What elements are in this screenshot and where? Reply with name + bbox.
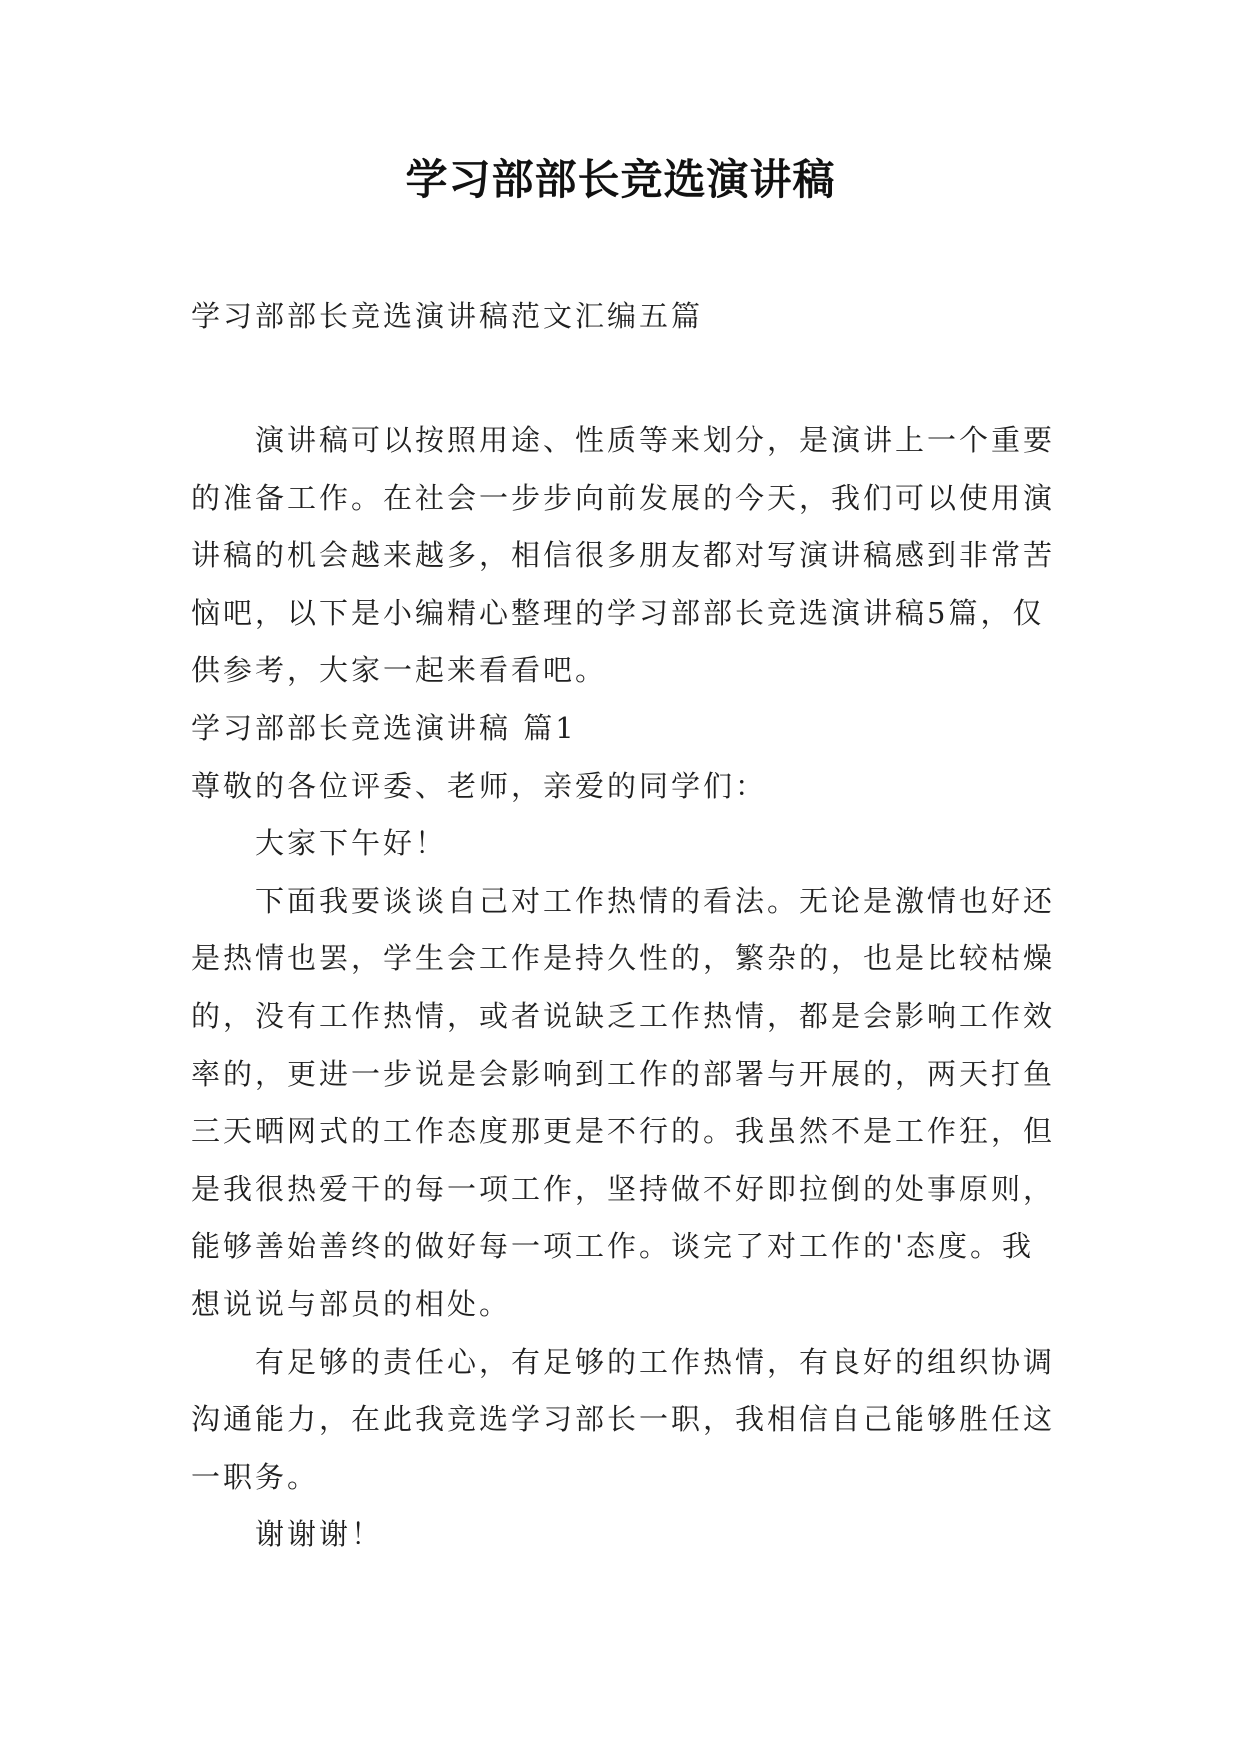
salutation: 尊敬的各位评委、老师，亲爱的同学们： [191,768,768,803]
intro-paragraph: 演讲稿可以按照用途、性质等来划分，是演讲上一个重要的准备工作。在社会一步步向前发展的今天，我们可以使用演讲稿的机会越来越多，相信很多朋友都对写演讲稿感到非常苦恼吧，以下是小编精心整理的学习部部长竞选演讲稿5篇，仅供参考，大家一起来看看吧。 [191,423,1056,688]
document-subtitle: 学习部部长竞选演讲稿范文汇编五篇 [191,299,704,333]
section-heading: 学习部部长竞选演讲稿 篇1 [191,710,577,745]
greeting: 大家下午好！ [255,826,448,861]
body-paragraph: 下面我要谈谈自己对工作热情的看法。无论是激情也好还是热情也罢，学生会工作是持久性的，繁杂的，也是比较枯燥的，没有工作热情，或者说缺乏工作热情，都是会影响工作效率的，更进一步说是会影响到工作的部署与开展的，两天打鱼三天晒网式的工作态度那更是不行的。我虽然不是工作狂，但是我很热爱干的每一项工作，坚持做不好即拉倒的处事原则，能够善始善终的做好每一项工作。谈完了对工作的'态度。我想说说与部员的相处。 [191,883,1056,1321]
body-paragraph: 有足够的责任心，有足够的工作热情，有良好的组织协调沟通能力，在此我竞选学习部长一职，我相信自己能够胜任这一职务。 [191,1344,1056,1494]
document-body [191,412,1064,1564]
document-title: 学习部部长竞选演讲稿 [405,155,836,204]
closing: 谢谢谢！ [255,1517,384,1552]
